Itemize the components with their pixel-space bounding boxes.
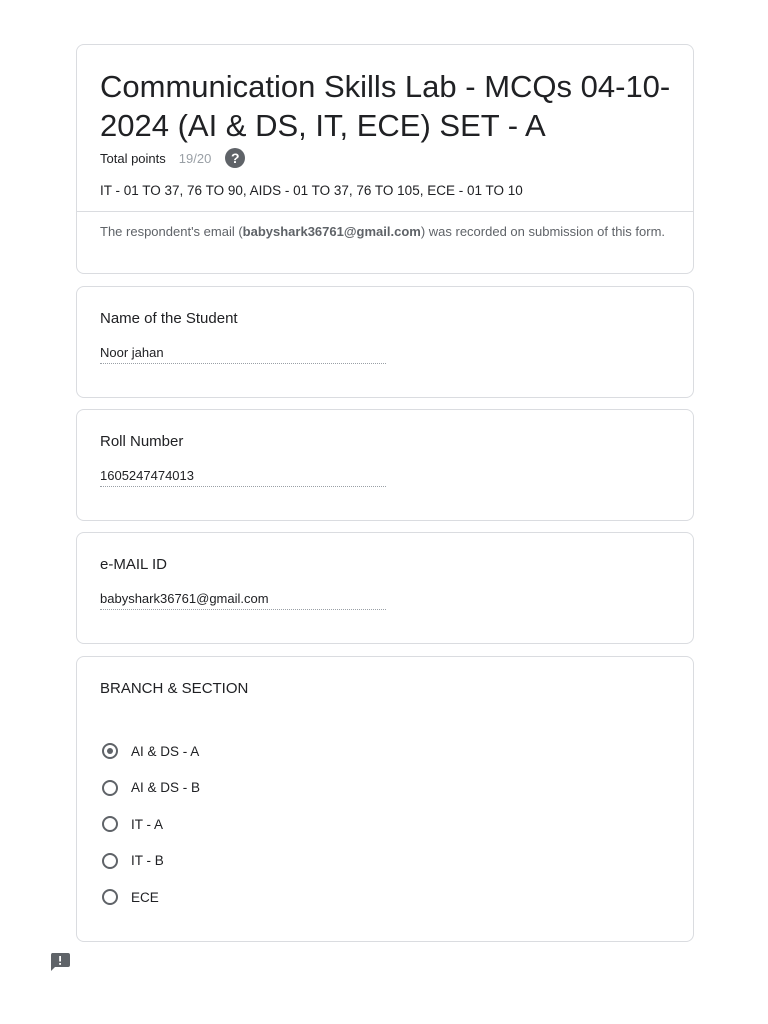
- branch-options: [100, 733, 200, 916]
- form-title: Communication Skills Lab - MCQs 04-10-2024 (AI & DS, IT, ECE) SET - A: [100, 69, 671, 143]
- form-header-card: [76, 44, 694, 274]
- option-label: IT - B: [131, 853, 164, 869]
- question-title: e-MAIL ID: [100, 556, 167, 573]
- answer-roll-number: 1605247474013: [100, 468, 386, 487]
- option-ai-ds-a[interactable]: [100, 733, 200, 770]
- radio-button[interactable]: [102, 816, 118, 832]
- radio-button[interactable]: [102, 889, 118, 905]
- option-label: IT - A: [131, 816, 164, 832]
- option-label: ECE: [131, 889, 159, 905]
- option-it-a[interactable]: [100, 806, 200, 843]
- option-label: AI & DS - A: [131, 743, 200, 759]
- question-title: Roll Number: [100, 433, 184, 450]
- total-points-label: Total points: [100, 150, 166, 166]
- header-divider: [77, 211, 693, 212]
- option-ece[interactable]: [100, 879, 200, 916]
- option-label: AI & DS - B: [131, 780, 201, 796]
- respondent-email-note: [100, 223, 675, 241]
- question-title: BRANCH & SECTION: [100, 680, 249, 697]
- email-note-email: babyshark36761@gmail.com: [242, 224, 421, 239]
- answer-email: babyshark36761@gmail.com: [100, 591, 386, 610]
- question-card-branch: [76, 656, 694, 942]
- email-note-prefix: The respondent's email (: [100, 224, 243, 239]
- radio-button[interactable]: [102, 780, 118, 796]
- email-note-suffix: ) was recorded on submission of this form.: [420, 224, 666, 239]
- option-it-b[interactable]: [100, 843, 200, 880]
- total-points-value: 19/20: [178, 150, 212, 166]
- form-description: IT - 01 TO 37, 76 TO 90, AIDS - 01 TO 37, 76 TO 105, ECE - 01 TO 10: [100, 183, 523, 198]
- radio-button[interactable]: [102, 853, 118, 869]
- question-card-name: [76, 286, 694, 398]
- answer-name: Noor jahan: [100, 345, 386, 364]
- option-ai-ds-b[interactable]: [100, 770, 200, 807]
- question-card-email: [76, 532, 694, 644]
- feedback-icon[interactable]: [50, 953, 70, 971]
- radio-button[interactable]: [102, 743, 118, 759]
- help-icon[interactable]: ?: [225, 148, 245, 168]
- question-title: Name of the Student: [100, 310, 238, 327]
- total-points-row: [100, 148, 245, 168]
- question-card-roll-number: [76, 409, 694, 521]
